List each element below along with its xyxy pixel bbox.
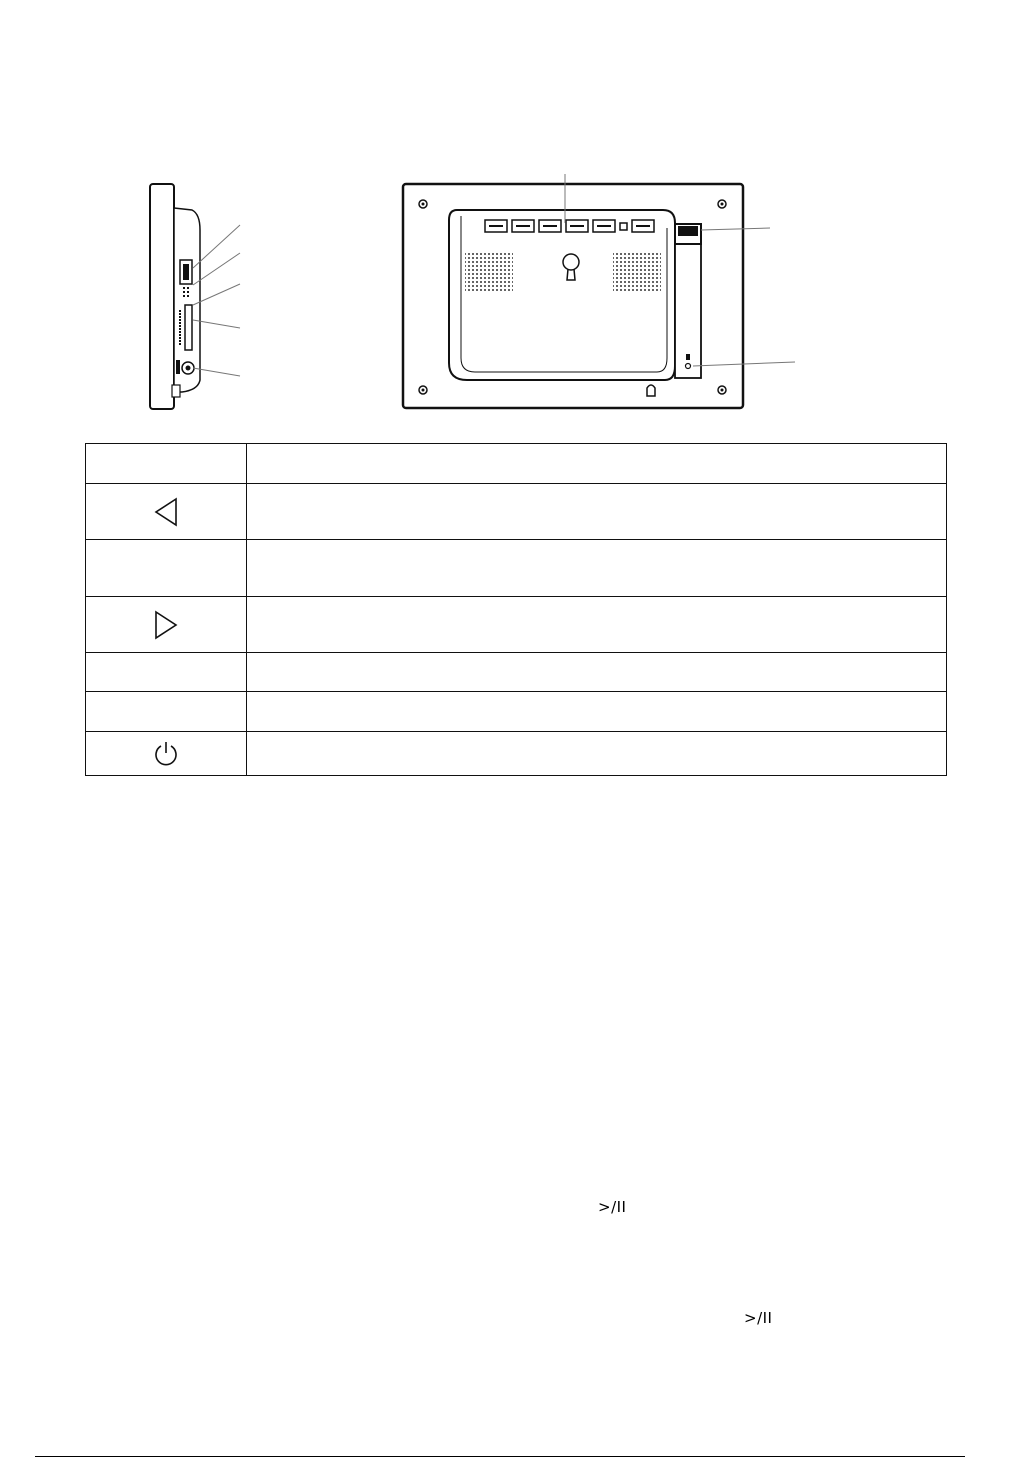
table-row <box>86 540 947 597</box>
play-pause-symbol: >/II <box>598 1198 627 1216</box>
table-row <box>86 692 947 732</box>
table-row <box>86 597 947 653</box>
table-description-cell <box>247 484 947 540</box>
table-description-cell <box>247 597 947 653</box>
device-side-view <box>130 170 250 415</box>
table-icon-cell <box>86 732 247 776</box>
table-icon-cell <box>86 692 247 732</box>
table-row <box>86 444 947 484</box>
table-description-cell <box>247 692 947 732</box>
table-row <box>86 653 947 692</box>
power-icon <box>152 740 180 768</box>
table-description-cell <box>247 653 947 692</box>
table-description-cell <box>247 444 947 484</box>
table-icon-cell <box>86 597 247 653</box>
table-icon-cell <box>86 653 247 692</box>
page-bottom-rule <box>35 1456 965 1457</box>
table-row <box>86 484 947 540</box>
button-function-table <box>85 443 947 776</box>
table-description-cell <box>247 540 947 597</box>
left-triangle-icon <box>153 497 179 527</box>
right-triangle-icon <box>153 610 179 640</box>
play-pause-symbol: >/II <box>744 1309 773 1327</box>
table-description-cell <box>247 732 947 776</box>
table-icon-cell <box>86 540 247 597</box>
table-row <box>86 732 947 776</box>
table-icon-cell <box>86 444 247 484</box>
table-icon-cell <box>86 484 247 540</box>
device-back-view <box>395 168 805 413</box>
